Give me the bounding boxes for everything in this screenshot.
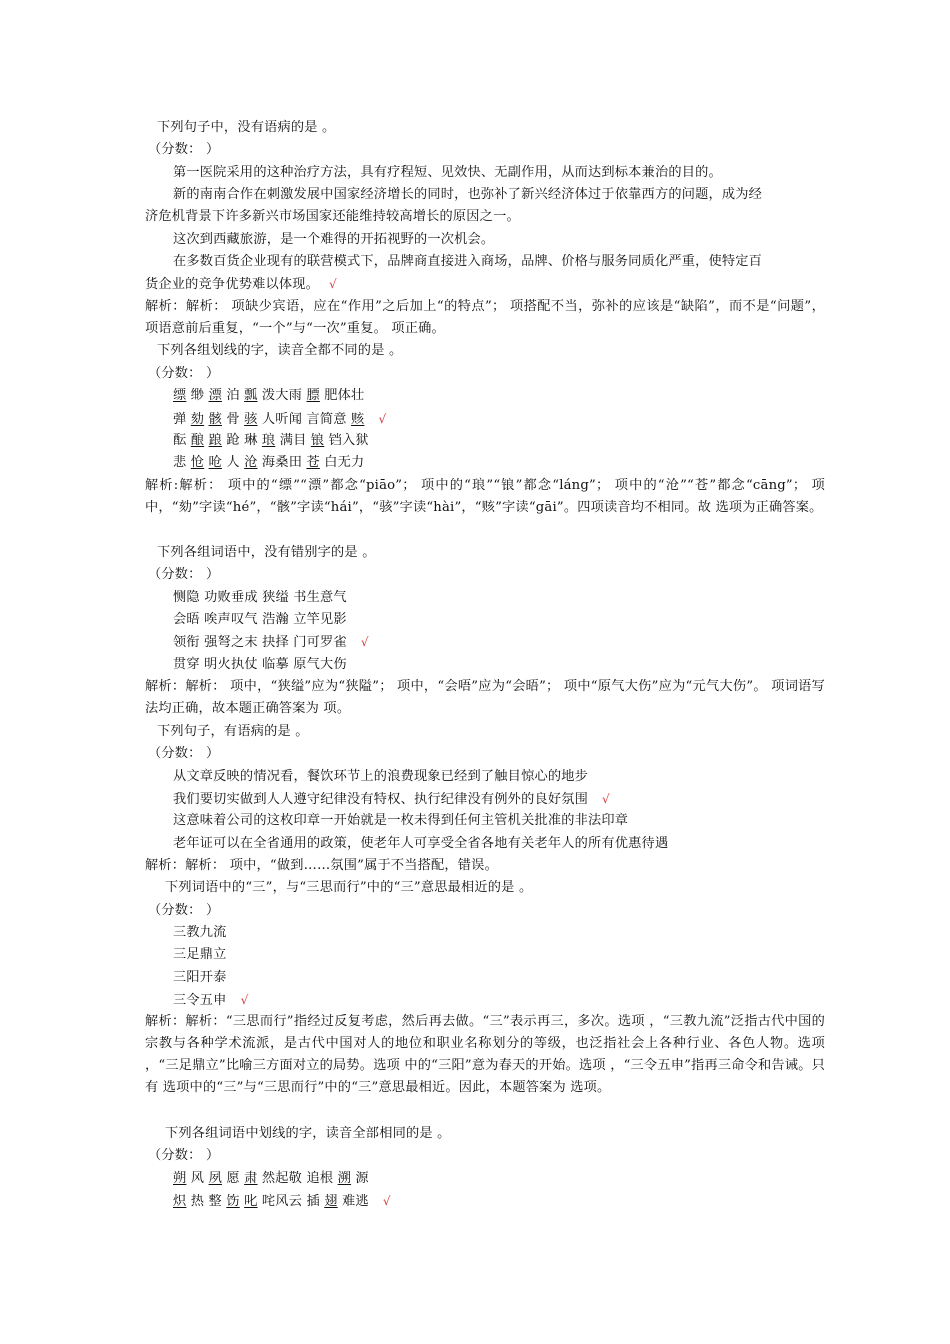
q4-option-d: 老年证可以在全省通用的政策，使老年人可享受全省各地有关老年人的所有优惠待遇	[173, 836, 669, 851]
question-3-stem: 下列各组词语中，没有错别字的是 。	[157, 545, 376, 560]
score-label: （分数： ）	[148, 1148, 220, 1163]
question-2-stem: 下列各组划线的字，读音全都不同的是 。	[157, 343, 403, 358]
score-label: （分数： ）	[148, 142, 220, 157]
q4-analysis: 解析：解析： 项中，“做到……氛围”属于不当搭配，错误。	[145, 858, 498, 873]
q4-option-a: 从文章反映的情况看，餐饮环节上的浪费现象已经到了触目惊心的地步	[173, 769, 589, 784]
q2-option-a: 缥 缈 漂 泊 瓢 泼大雨 膘 肥体壮	[173, 388, 365, 403]
q3-analysis: 解析：解析： 项中，“狭缢”应为“狭隘”； 项中，“会唔”应为“会晤”； 项中“原气大伤”应为“元气大伤”。 项词语写法均正确，故本题正确答案为 项。	[145, 679, 825, 716]
q6-option-a: 朔 风 夙 愿 肃 然起敬 追根 溯 源	[173, 1171, 369, 1186]
q4-option-b: 我们要切实做到人人遵守纪律没有特权、执行纪律没有例外的良好氛围 √	[173, 792, 610, 807]
q3-option-b: 会晤 唉声叹气 浩瀚 立竿见影	[173, 612, 347, 627]
score-label: （分数： ）	[148, 567, 220, 582]
q1-option-b-cont: 济危机背景下许多新兴市场国家还能维持较高增长的原因之一。	[145, 209, 520, 224]
q2-option-c: 酝 酿 踉 跄 琳 琅 满目 锒 铛入狱	[173, 433, 369, 448]
correct-mark-icon: √	[602, 792, 610, 806]
correct-mark-icon: √	[360, 635, 369, 649]
q1-option-c: 这次到西藏旅游，是一个难得的开拓视野的一次机会。	[173, 232, 495, 247]
correct-mark-icon: √	[382, 1194, 391, 1208]
question-5-stem: 下列词语中的“三”，与“三思而行”中的“三”意思最相近的是 。	[165, 880, 533, 895]
q1-option-a: 第一医院采用的这种治疗方法，具有疗程短、见效快、无副作用，从而达到标本兼治的目的。	[173, 165, 722, 180]
q2-option-b: 弹 劾 骸 骨 骇 人听闻 言简意 赅 √	[173, 412, 387, 427]
q2-option-d: 悲 怆 呛 人 沧 海桑田 苍 白无力	[173, 455, 365, 470]
q5-analysis: 解析：解析：“三思而行”指经过反复考虑，然后再去做。“三”表示再三，多次。选项 ，“三教九流”泛指古代中国的宗教与各种学术流派，是古代中国对人的地位和职业名称划分的等级，也泛指社会上各种行业、各色人物。选项 ，“三足鼎立”比喻三方面对立的局势。选项 中的“三阳”意为春天的开始。选项 ，“三令五申”指再三命令和告诫。只有 选项中的“三”与“三思而行”中的“三”意思最相近。因此，本题答案为 选项。	[145, 1014, 825, 1095]
q5-option-d: 三令五申 √	[173, 993, 249, 1008]
q1-option-d: 在多数百货企业现有的联营模式下，品牌商直接进入商场，品牌、价格与服务同质化严重，使特定百	[173, 254, 763, 269]
score-label: （分数： ）	[148, 746, 220, 761]
q5-option-a: 三教九流	[173, 925, 227, 940]
q4-option-c: 这意味着公司的这枚印章一开始就是一枚未得到任何主管机关批准的非法印章	[173, 813, 629, 828]
q6-option-b: 炽 热 整 饬 叱 咤风云 插 翅 难逃 √	[173, 1194, 391, 1209]
q3-option-d: 贯穿 明火执仗 临摹 原气大伤	[173, 657, 347, 672]
q3-option-c: 领衔 强弩之末 抉择 门可罗雀 √	[173, 635, 369, 650]
question-6-stem: 下列各组词语中划线的字，读音全部相同的是 。	[165, 1126, 451, 1141]
q1-option-b: 新的南南合作在刺激发展中国家经济增长的同时，也弥补了新兴经济体过于依靠西方的问题，成为经	[173, 187, 763, 202]
score-label: （分数： ）	[148, 366, 220, 381]
q2-analysis: 解析:解析： 项中的“缥”“漂”都念“piāo”； 项中的“琅”“锒”都念“láng”； 项中的“沧”“苍”都念“cāng”； 项中，“劾”字读“hé”，“骸”字读“hái”，“骇”字读“hài”，“赅”字读“gāi”。四项读音均不相同。故 选项为正确答案。	[145, 478, 825, 515]
q5-option-b: 三足鼎立	[173, 947, 227, 962]
question-1-stem: 下列句子中，没有语病的是 。	[157, 120, 336, 135]
q5-option-c: 三阳开泰	[173, 970, 227, 985]
q1-option-d-cont: 货企业的竞争优势难以体现。 √	[145, 277, 337, 292]
question-4-stem: 下列句子，有语病的是 。	[157, 724, 309, 739]
q1-analysis: 解析：解析： 项缺少宾语，应在“作用”之后加上“的特点”； 项搭配不当，弥补的应该是“缺陷”，而不是“问题”， 项语意前后重复，“一个”与“一次”重复。 项正确。	[145, 299, 825, 336]
score-label: （分数： ）	[148, 903, 220, 918]
q3-option-a: 恻隐 功败垂成 狭缢 书生意气	[173, 590, 347, 605]
correct-mark-icon: √	[240, 993, 249, 1007]
correct-mark-icon: √	[378, 412, 387, 426]
correct-mark-icon: √	[329, 277, 337, 291]
